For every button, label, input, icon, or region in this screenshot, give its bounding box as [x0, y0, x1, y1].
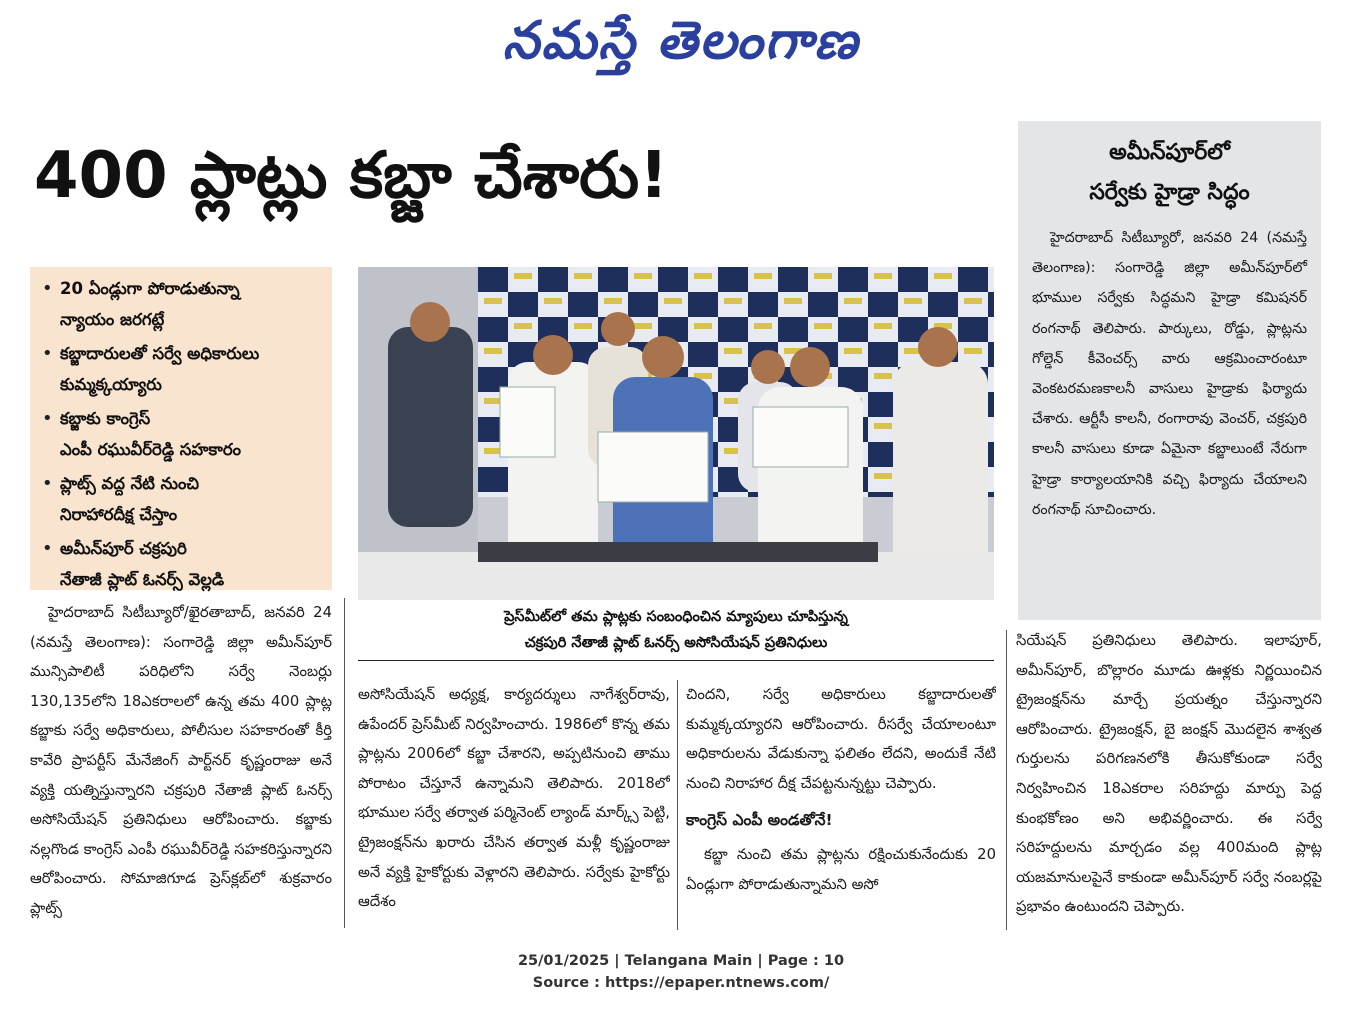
- caption-line: చక్రపురి నేతాజీ ప్లాట్ ఓనర్స్ అసోసియేషన్ ప్రతినిధులు: [524, 635, 828, 651]
- article-column-1: హైదరాబాద్ సిటీబ్యూరో/ఖైరతాబాద్, జనవరి 24 (నమస్తే తెలంగాణ): సంగారెడ్డి జిల్లా అమీన్‌పూర్ మున్సిపాలిటీ పరిధిలోని సర్వే నెంబర్లు 130,135లోని 18ఎకరాలలో ఉన్న తమ 400 ప్లాట్ల కబ్జాకు సర్వే అధికారులు, పోలీసుల సహకారంతో కీర్తి కావేరి ప్రాపర్టీస్ మేనేజింగ్ పార్ట్‌నర్ కృష్ణంరాజు అనే వ్యక్తి యత్నిస్తున్నారని చక్రపురి నేతాజీ ప్లాట్ ఓనర్స్ అసోసియేషన్ ప్రతినిధులు ఆరోపించారు. కబ్జాకు నల్లగొండ కాంగ్రెస్ ఎంపీ రఘువీర్‌రెడ్డి సహకరిస్తున్నారని ఆరోపించారు. సోమాజిగూడ ప్రెస్‌క్లబ్‌లో శుక్రవారం ప్లాట్స్: [30, 604, 332, 917]
- caption-line: ప్రెస్‌మీట్‌లో తమ ప్లాట్లకు సంబంధించిన మ్యాపులు చూపిస్తున్న: [504, 609, 848, 625]
- press-meet-photo: [358, 267, 994, 600]
- highlight-line: అమీన్‌పూర్ చక్రపురి: [60, 539, 187, 558]
- highlight-item: [42, 403, 322, 465]
- footer-source-line: Source : https://epaper.ntnews.com/: [532, 975, 830, 991]
- sidebar-box: [1018, 121, 1321, 620]
- highlight-line: నేతాజీ ప్లాట్ ఓనర్స్ వెల్లడి: [60, 570, 225, 589]
- highlight-line: న్యాయం జరగట్లే: [60, 310, 165, 329]
- bullet-icon: •: [42, 343, 53, 364]
- highlight-item: [42, 338, 322, 400]
- sidebar-title: సర్వేకు హైడ్రా సిద్ధం: [1089, 180, 1250, 205]
- headline: 400 ప్లాట్లు కబ్జా చేశారు!: [34, 139, 669, 213]
- bullet-icon: •: [42, 538, 53, 559]
- highlight-line: ఎంపీ రఘువీర్‌రెడ్డి సహకారం: [60, 440, 241, 459]
- footer-edition-line: 25/01/2025 | Telangana Main | Page : 10: [517, 953, 845, 969]
- article-column-4: సియేషన్ ప్రతినిధులు తెలిపారు. ఇలాపూర్, అమీన్‌పూర్, బొల్లారం మూడు ఊళ్లకు నిర్ణయించిన ట్రైజంక్షన్‌ను మార్చే ప్రయత్నం చేస్తున్నారని ఆరోపించారు. ట్రైజంక్షన్, బై జంక్షన్ మొదలైన శాశ్వత గుర్తులను పరిగణనలోకి తీసుకోకుండా సర్వే నిర్వహించిన 18ఎకరాల సరిహద్దు మార్పు పెద్ద కుంభకోణం అని అభివర్ణించారు. ఈ సర్వే సరిహద్దులను మార్చడం వల్ల 400మంది ప్లాట్ల యజమానులపైనే కాకుండా అమీన్‌పూర్ సర్వే నంబర్లపై ప్రభావం ఉంటుందని చెప్పారు.: [1016, 632, 1322, 916]
- photo-caption: [358, 604, 994, 656]
- highlight-line: 20 ఏండ్లుగా పోరాడుతున్నా: [60, 279, 240, 298]
- article-column-3: [686, 680, 996, 940]
- caption-divider: [358, 660, 994, 661]
- bullet-icon: •: [42, 408, 53, 429]
- highlight-line: నిరాహారదీక్ష చేస్తాం: [60, 505, 178, 524]
- highlight-line: కబ్జాకు కాంగ్రెస్: [60, 409, 151, 428]
- sidebar-title: అమీన్‌పూర్‌లో: [1109, 140, 1230, 165]
- column-divider: [1006, 630, 1007, 930]
- highlights-box: [30, 267, 332, 590]
- column-divider: [677, 680, 678, 930]
- highlight-item: [42, 468, 322, 530]
- press-meet-photo-illustration: [358, 267, 994, 600]
- bullet-icon: •: [42, 473, 53, 494]
- highlight-line: ప్లాట్స్ వద్ద నేటి నుంచి: [60, 474, 199, 493]
- masthead-logo: నమస్తే తెలంగాణ: [502, 10, 860, 71]
- highlight-item: [42, 273, 322, 335]
- column-divider: [344, 598, 345, 928]
- bullet-icon: •: [42, 278, 53, 299]
- column-3-paragraph: చిందని, సర్వే అధికారులు కబ్జాదారులతో కుమ్మక్కయ్యారని ఆరోపించారు. రీసర్వే చేయాలంటూ అధికారులను వేడుకున్నా ఫలితం లేదని, అందుకే నేటి నుంచి నిరాహార దీక్ష చేపట్టనున్నట్టు చెప్పారు.: [686, 686, 996, 792]
- column-3-paragraph: కబ్జా నుంచి తమ ప్లాట్లను రక్షించుకునేందుకు 20 ఏండ్లుగా పోరాడుతున్నామని అసో: [686, 845, 996, 893]
- highlight-line: కుమ్మక్కయ్యారు: [60, 375, 162, 394]
- page-footer: [0, 950, 1362, 994]
- highlight-line: కబ్జాదారులతో సర్వే అధికారులు: [60, 344, 260, 363]
- column-3-subhead: కాంగ్రెస్ ఎంపీ అండతోనే!: [686, 811, 833, 830]
- highlight-item: [42, 533, 322, 595]
- sidebar-body: హైదరాబాద్ సిటీబ్యూరో, జనవరి 24 (నమస్తే తెలంగాణ): సంగారెడ్డి జిల్లా అమీన్‌పూర్‌లో భూముల సర్వేకు సిద్ధమని హైడ్రా కమిషనర్ రంగనాథ్ తెలిపారు. పార్కులు, రోడ్డు, ప్లాట్లను గోల్డెన్ కీవెంచర్స్ వారు ఆక్రమించారంటూ వెంకటరమణకాలనీ వాసులు హైడ్రాకు ఫిర్యాదు చేశారు. ఆర్టీసీ కాలనీ, రంగారావు వెంచర్, చక్రపురి కాలనీ వాసులు కూడా ఏమైనా కబ్జాలుంటే నేరుగా హైడ్రా కార్యాలయానికి వచ్చి ఫిర్యాదు చేయాలని రంగనాథ్ సూచించారు.: [1032, 230, 1307, 518]
- article-column-2: అసోసియేషన్ అధ్యక్ష, కార్యదర్శులు నాగేశ్వర్‌రావు, ఉపేందర్ ప్రెస్‌మీట్ నిర్వహించారు. 1986లో కొన్న తమ ప్లాట్లను 2006లో కబ్జా చేశారని, అప్పటినుంచి తాము పోరాటం చేస్తూనే ఉన్నామని తెలిపారు. 2018లో భూముల సర్వే తర్వాత పర్మినెంట్ ల్యాండ్ మార్క్స్ పెట్టి, ట్రైజంక్షన్‌ను ఖరారు చేసిన తర్వాత మళ్లీ కృష్ణంరాజు అనే వ్యక్తి హైకోర్టుకు వెళ్లారని తెలిపారు. సర్వేకు హైకోర్టు ఆదేశం: [358, 686, 670, 911]
